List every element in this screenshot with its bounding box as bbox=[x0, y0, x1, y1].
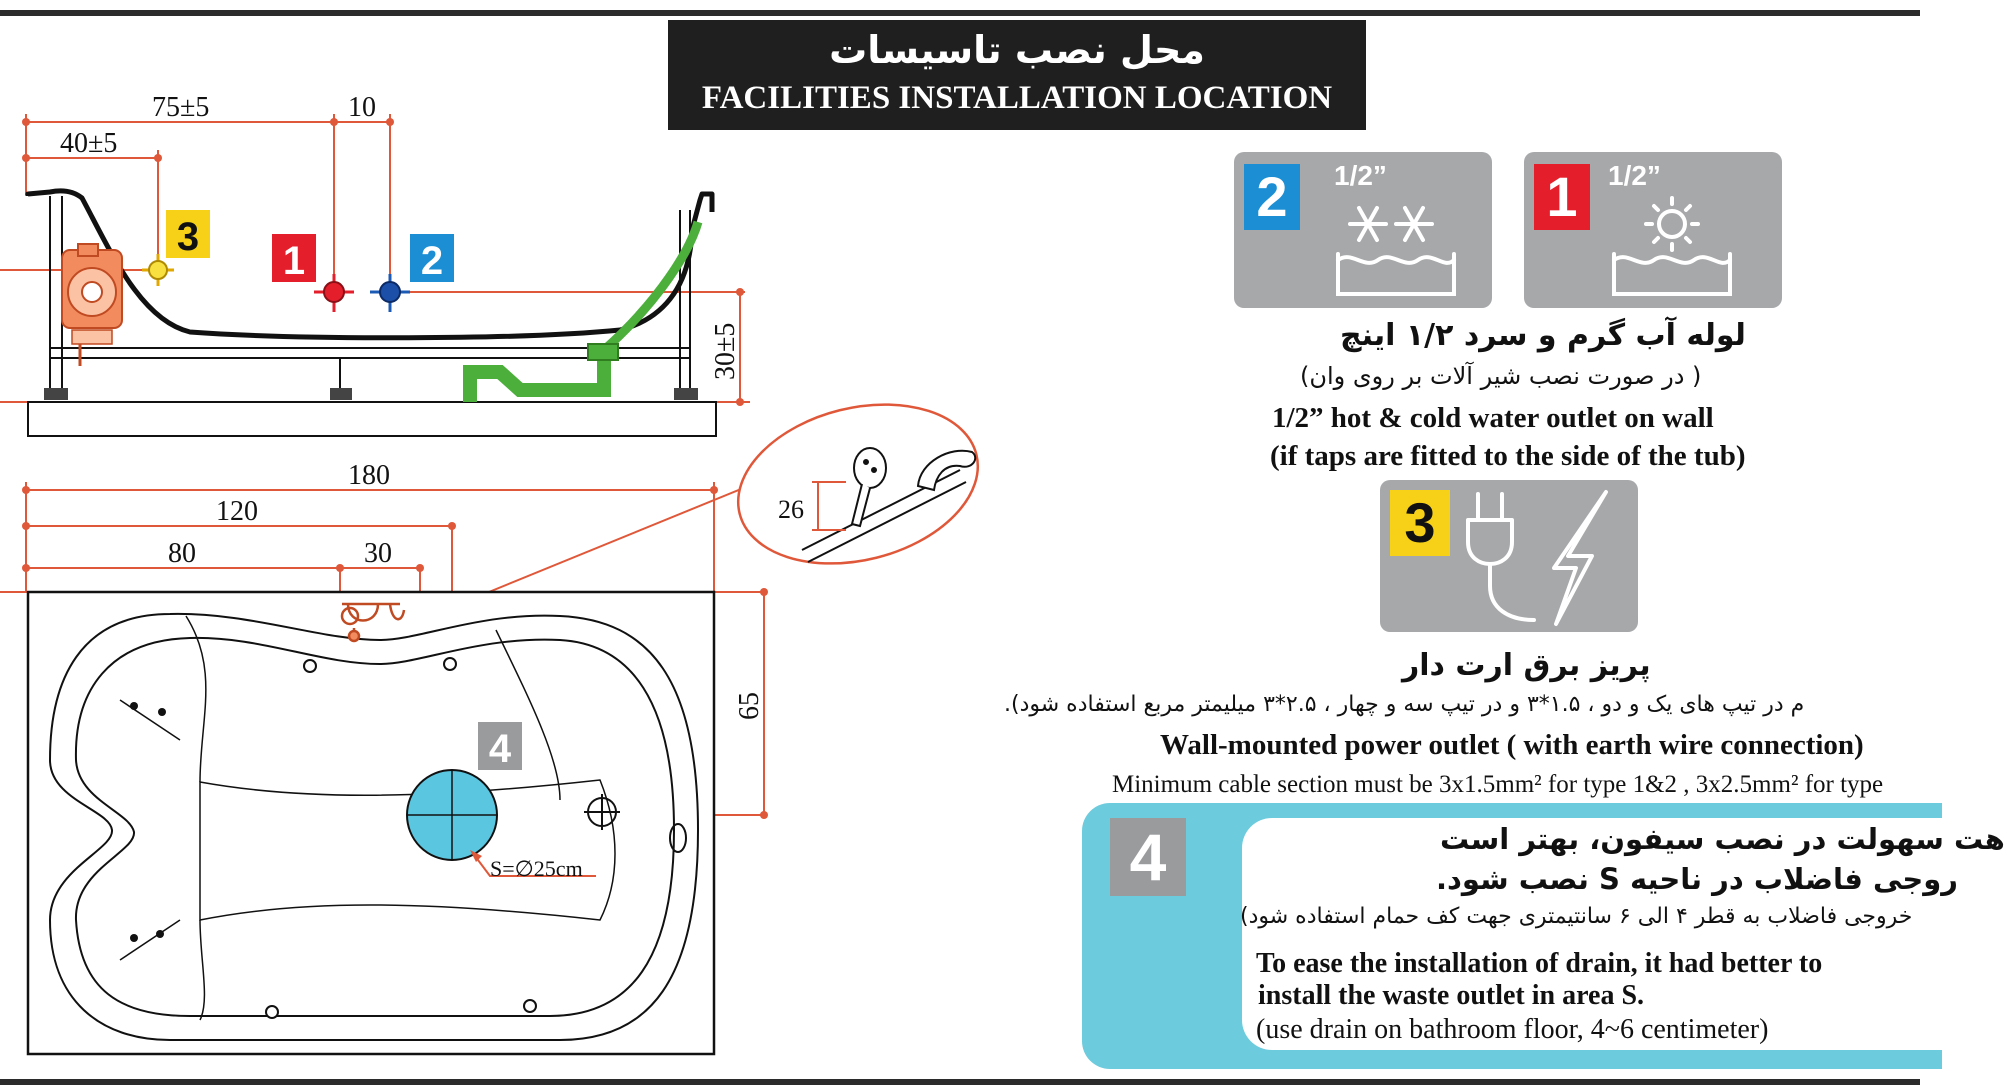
drain-line2-fa: روجی فاضلاب در ناحیه S نصب شود. bbox=[1436, 862, 1958, 896]
drain-note-fa: خروجی فاضلاب به قطر ۴ الی ۶ سانتیمتری جهت کف حمام استفاده شود) bbox=[1240, 904, 1913, 929]
card-hot-water bbox=[1524, 152, 1782, 308]
dim-26: 26 bbox=[778, 495, 804, 524]
card-2-badge: 2 bbox=[1244, 164, 1300, 230]
dim-10: 10 bbox=[348, 92, 376, 123]
water-note-fa: ( در صورت نصب شیر آلات بر روی وان) bbox=[1300, 362, 1702, 390]
power-note-fa: م در تیپ های یک و دو ، ۱.۵*۳ و در تیپ سه و چهار ، ۲.۵*۳ میلیمتر مربع استفاده شود). bbox=[1004, 692, 1805, 717]
power-note-en: Minimum cable section must be 3x1.5mm² for type 1&2 , 3x2.5mm² for type bbox=[1112, 771, 1884, 798]
marker-3-label: 3 bbox=[176, 215, 200, 259]
top-view bbox=[0, 381, 995, 1054]
dim-40: 40±5 bbox=[60, 128, 118, 159]
marker-2-label: 2 bbox=[420, 239, 444, 283]
drain-line1-fa: هت سهولت در نصب سیفون، بهتر است bbox=[1440, 822, 2005, 856]
plug-lightning-icon bbox=[1456, 486, 1636, 626]
card-power-outlet bbox=[1380, 480, 1638, 632]
dim-120: 120 bbox=[216, 496, 258, 527]
sun-water-icon bbox=[1610, 194, 1740, 304]
marker-3-electric bbox=[142, 210, 210, 286]
drain-size-label: S=∅25cm bbox=[490, 856, 583, 881]
power-title-en: Wall-mounted power outlet ( with earth wire connection) bbox=[1160, 729, 1864, 761]
card-4-badge: 4 bbox=[1110, 818, 1186, 896]
drain-hose bbox=[470, 222, 698, 402]
drain-line1-en: To ease the installation of drain, it had better to bbox=[1256, 948, 1823, 979]
marker-1-label: 1 bbox=[282, 239, 306, 283]
dim-30-width: 30 bbox=[364, 538, 392, 569]
drain-note-en: (use drain on bathroom floor, 4~6 centimeter) bbox=[1256, 1014, 1769, 1045]
dim-30-height: 30±5 bbox=[710, 322, 741, 380]
card-3-badge: 3 bbox=[1390, 490, 1450, 556]
card-cold-water bbox=[1234, 152, 1492, 308]
side-view bbox=[0, 92, 750, 436]
detail-zoom bbox=[721, 381, 995, 588]
marker-4-label: 4 bbox=[488, 727, 512, 771]
water-note-en: (if taps are fitted to the side of the tub) bbox=[1270, 440, 1746, 472]
dim-80: 80 bbox=[168, 538, 196, 569]
card-2-size: 1/2” bbox=[1334, 160, 1387, 191]
marker-2-cold bbox=[370, 234, 454, 312]
title-english: FACILITIES INSTALLATION LOCATION bbox=[701, 80, 1333, 116]
bathtub-technical-drawing bbox=[0, 0, 1000, 1089]
card-1-badge: 1 bbox=[1534, 164, 1590, 230]
marker-1-hot bbox=[272, 234, 354, 312]
card-1-size: 1/2” bbox=[1608, 160, 1661, 191]
water-title-fa: لوله آب گرم و سرد ۱/۲ اینچ bbox=[1340, 318, 1746, 353]
snowflake-water-icon bbox=[1334, 194, 1464, 304]
water-title-en: 1/2” hot & cold water outlet on wall bbox=[1272, 402, 1714, 434]
title-persian: محل نصب تاسیسات bbox=[829, 28, 1205, 72]
drain-line2-en: install the waste outlet in area S. bbox=[1258, 980, 1645, 1011]
dim-180: 180 bbox=[348, 460, 390, 491]
dim-75: 75±5 bbox=[152, 92, 210, 123]
dim-65: 65 bbox=[734, 692, 765, 720]
power-title-fa: پریز برق ارت دار bbox=[1402, 648, 1651, 683]
